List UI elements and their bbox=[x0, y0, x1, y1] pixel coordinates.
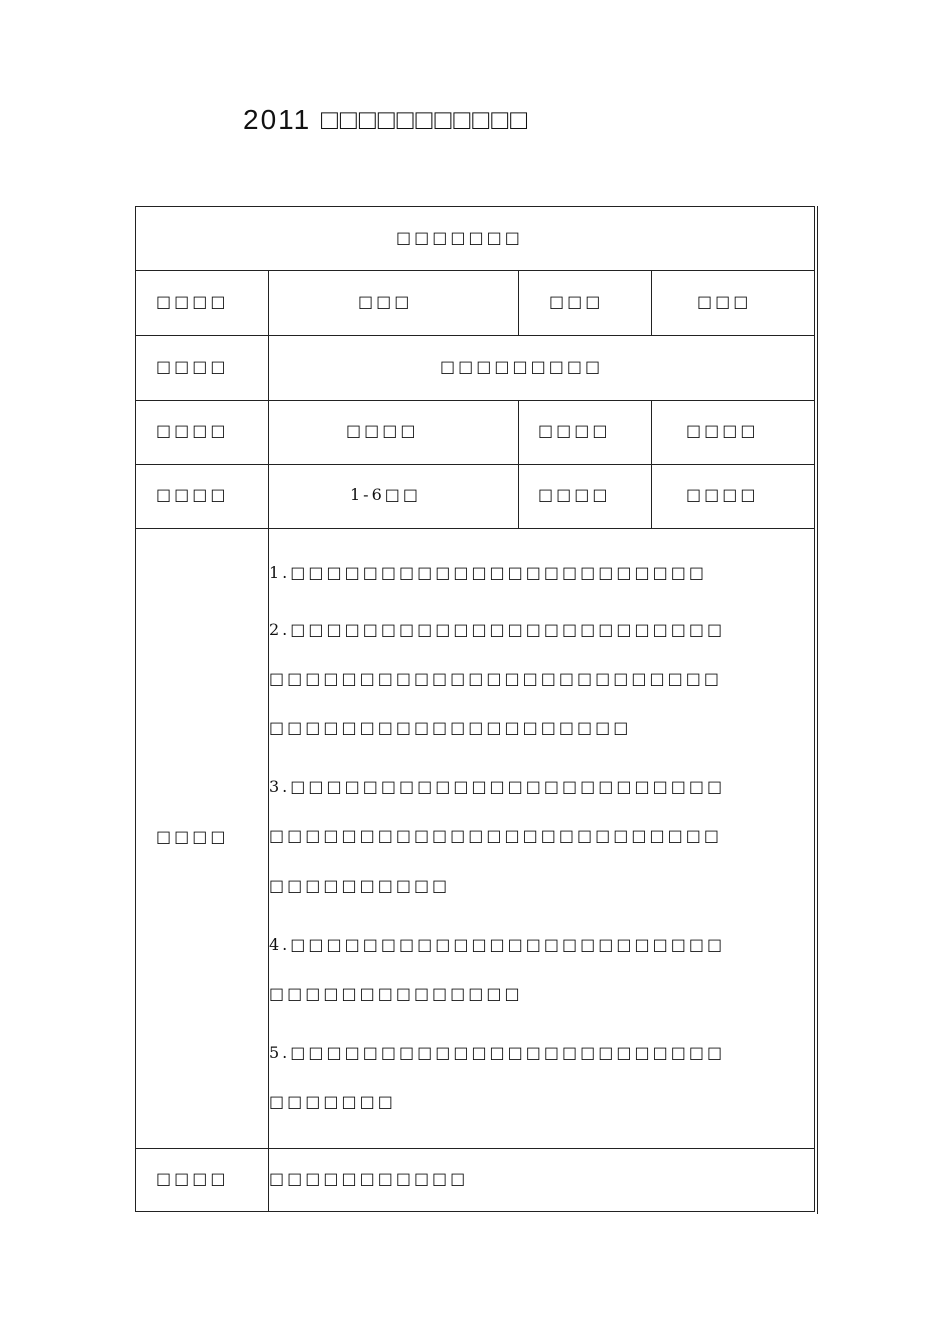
content-line: □□□□□□□□□□□□□□□□□□□□□□□□□ bbox=[269, 669, 722, 688]
column-divider bbox=[518, 270, 519, 335]
row-value: □□□ bbox=[358, 292, 413, 311]
row-label-secondary: □□□ bbox=[549, 292, 604, 311]
content-label: □□□□ bbox=[156, 827, 229, 846]
row-label: □□□□ bbox=[156, 421, 229, 440]
column-divider bbox=[518, 400, 519, 528]
content-line: 4.□□□□□□□□□□□□□□□□□□□□□□□□ bbox=[269, 935, 726, 954]
row-label: □□□□ bbox=[156, 292, 229, 311]
row-divider bbox=[136, 528, 814, 529]
row-value: □□□□□□□□□ bbox=[440, 357, 604, 376]
document-title: 2011 □□□□□□□□□□□ bbox=[243, 104, 530, 135]
column-divider bbox=[651, 400, 652, 528]
content-line: 1.□□□□□□□□□□□□□□□□□□□□□□□ bbox=[269, 563, 707, 582]
row-value-secondary: □□□□ bbox=[686, 485, 759, 504]
table-header: □□□□□□□ bbox=[396, 228, 523, 247]
content-line: □□□□□□□□□□□□□□□□□□□□ bbox=[269, 718, 632, 737]
row-label: □□□□ bbox=[156, 485, 229, 504]
row-value-secondary: □□□□ bbox=[686, 421, 759, 440]
row-label-secondary: □□□□ bbox=[538, 421, 611, 440]
content-line: □□□□□□□□□□□□□□ bbox=[269, 984, 523, 1003]
content-line: □□□□□□□□□□□□□□□□□□□□□□□□□ bbox=[269, 826, 722, 845]
footer-value: □□□□□□□□□□□ bbox=[269, 1169, 469, 1188]
row-divider bbox=[136, 270, 814, 271]
content-line: 3.□□□□□□□□□□□□□□□□□□□□□□□□ bbox=[269, 777, 726, 796]
row-divider bbox=[136, 464, 814, 465]
row-value: 1-6□□ bbox=[350, 485, 421, 504]
plan-table bbox=[135, 206, 815, 1212]
content-line: 2.□□□□□□□□□□□□□□□□□□□□□□□□ bbox=[269, 620, 726, 639]
content-line: □□□□□□□□□□ bbox=[269, 876, 451, 895]
row-label: □□□□ bbox=[156, 357, 229, 376]
content-line: □□□□□□□ bbox=[269, 1092, 396, 1111]
row-value: □□□□ bbox=[346, 421, 419, 440]
row-label-secondary: □□□□ bbox=[538, 485, 611, 504]
column-divider bbox=[268, 270, 269, 1212]
content-line: 5.□□□□□□□□□□□□□□□□□□□□□□□□ bbox=[269, 1043, 726, 1062]
row-value-secondary: □□□ bbox=[697, 292, 752, 311]
row-divider bbox=[136, 335, 814, 336]
footer-label: □□□□ bbox=[156, 1169, 229, 1188]
row-divider bbox=[136, 400, 814, 401]
column-divider bbox=[651, 270, 652, 335]
row-divider bbox=[136, 1148, 814, 1149]
